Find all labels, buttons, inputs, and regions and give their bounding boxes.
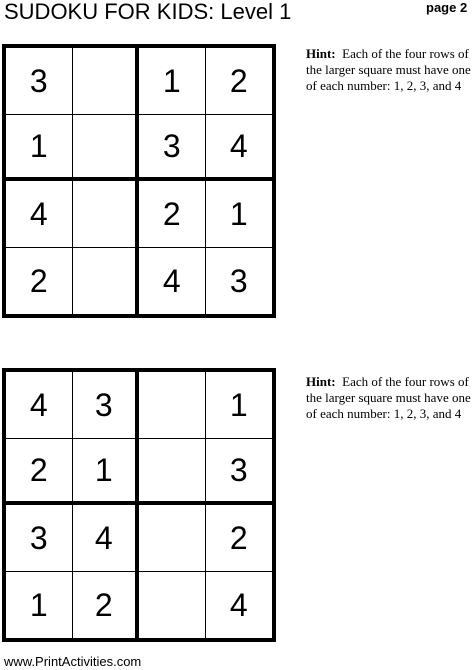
grid-cell: 2: [6, 248, 73, 315]
grid-cell: [139, 372, 206, 439]
grid-cell: [139, 439, 206, 506]
grid-cell: [73, 181, 140, 248]
grid-cell: [73, 248, 140, 315]
grid-cell: 3: [206, 439, 273, 506]
grid-cell: 1: [206, 181, 273, 248]
grid-cell: 1: [6, 115, 73, 182]
grid-cell: 4: [206, 115, 273, 182]
hint-body: Each of the four rows of the larger square must have one of each number: 1, 2, 3, and 4: [306, 374, 471, 421]
grid-cell: 2: [206, 505, 273, 572]
grid-cell: 4: [6, 372, 73, 439]
grid-cell: 1: [139, 48, 206, 115]
grid-cell: [139, 572, 206, 639]
hint-text-1: [306, 46, 474, 94]
grid-cell: 3: [73, 372, 140, 439]
grid-cell: 2: [206, 48, 273, 115]
grid-cell: [139, 505, 206, 572]
grid-cell: 2: [6, 439, 73, 506]
grid-cell: 1: [206, 372, 273, 439]
grid-cell: 1: [6, 572, 73, 639]
hint-label: Hint:: [306, 46, 336, 61]
grid-cell: 3: [6, 48, 73, 115]
hint-body: Each of the four rows of the larger square must have one of each number: 1, 2, 3, and 4: [306, 46, 471, 93]
grid-cell: 2: [139, 181, 206, 248]
page-title: SUDOKU FOR KIDS: Level 1: [4, 0, 292, 24]
grid-cell: 3: [229, 262, 248, 299]
sudoku-grid-2: [2, 368, 276, 642]
grid-cell: 2: [73, 572, 140, 639]
hint-text-2: [306, 374, 474, 422]
grid-cell: 4: [6, 181, 73, 248]
grid-cell: 4: [73, 505, 140, 572]
grid-cell: 1: [73, 439, 140, 506]
site-credit: www.PrintActivities.com: [4, 654, 142, 669]
grid-cell: [73, 48, 140, 115]
grid-cell: 4: [229, 586, 248, 623]
page-number: page 2: [426, 0, 468, 15]
grid-cell: [73, 115, 140, 182]
grid-cell: 3: [6, 505, 73, 572]
hint-label: Hint:: [306, 374, 336, 389]
grid-cell: 4: [139, 248, 206, 315]
grid-cell: 3: [139, 115, 206, 182]
sudoku-grid-1: [2, 44, 276, 318]
